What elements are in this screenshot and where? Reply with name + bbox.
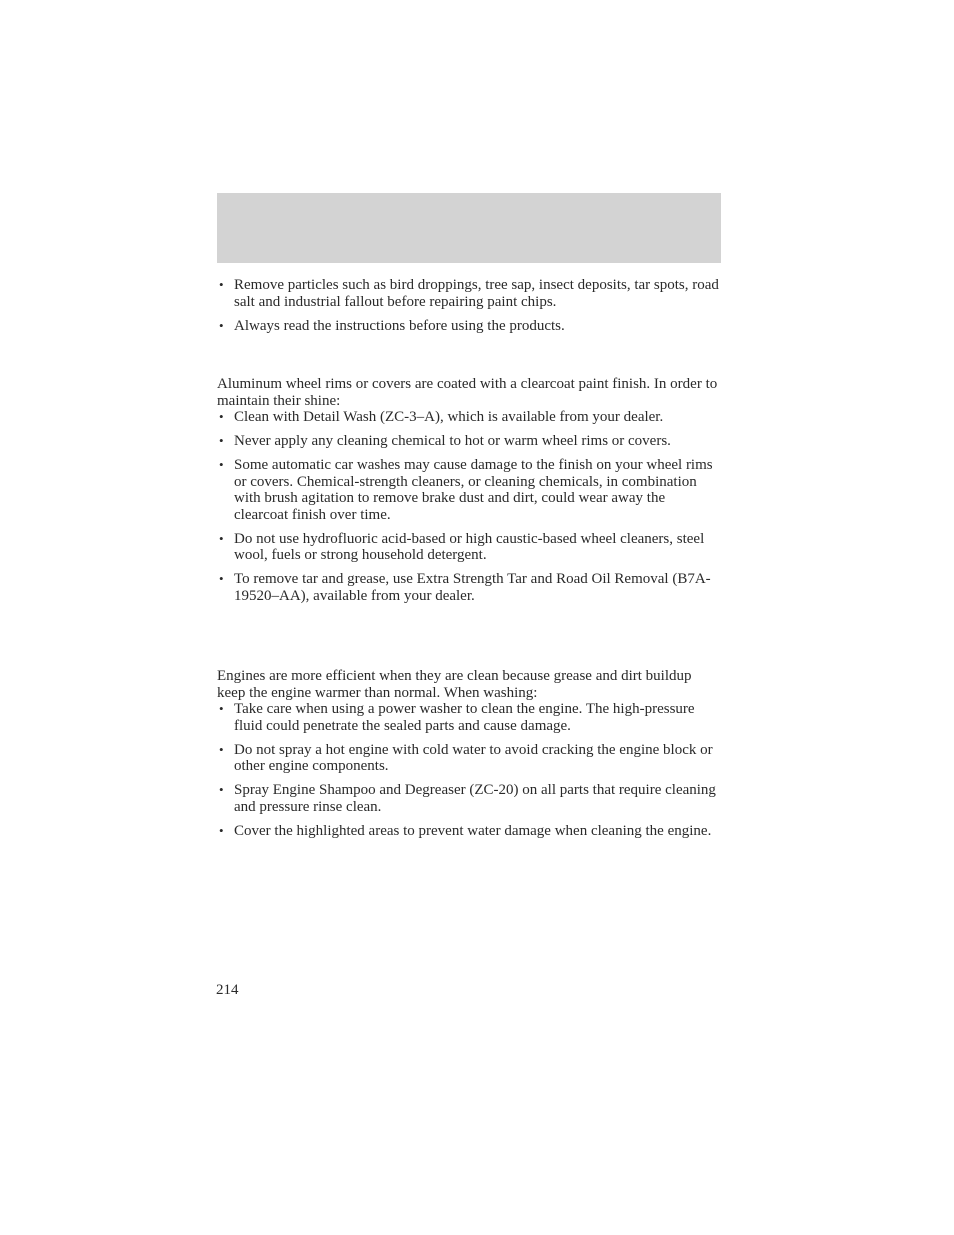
engine-intro: Engines are more efficient when they are clean because grease and dirt buildup keep the engine warmer than normal. When washing: — [217, 668, 692, 701]
list-item: • Do not use hydrofluoric acid-based or high caustic-based wheel cleaners, steel wool, fuels or strong household detergent. — [217, 531, 721, 564]
list-item: • Take care when using a power washer to clean the engine. The high-pressure fluid could penetrate the sealed parts and cause damage. — [217, 701, 721, 734]
list-item: • Some automatic car washes may cause damage to the finish on your wheel rims or covers. Chemical-strength cleaners, or cleaning chemicals, in combination with brush agitation to remove brake dust and dirt, could wear away the clearcoat finish over time. — [217, 457, 721, 523]
header-band — [217, 193, 721, 263]
list-item: • Remove particles such as bird droppings, tree sap, insect deposits, tar spots, road salt and industrial fallout before repairing paint chips. — [217, 277, 721, 310]
list-item: • Cover the highlighted areas to prevent water damage when cleaning the engine. — [217, 823, 721, 840]
wheels-intro: Aluminum wheel rims or covers are coated with a clearcoat paint finish. In order to maintain their shine: — [217, 376, 718, 409]
page-number: 214 — [216, 982, 239, 998]
paint-chips-section — [217, 277, 721, 334]
list-item: • Do not spray a hot engine with cold water to avoid cracking the engine block or other engine components. — [217, 742, 721, 775]
list-item: • Always read the instructions before using the products. — [217, 318, 721, 335]
list-item: • Spray Engine Shampoo and Degreaser (ZC-20) on all parts that require cleaning and pressure rinse clean. — [217, 782, 721, 815]
engine-section — [217, 668, 721, 839]
list-item: • Clean with Detail Wash (ZC-3–A), which is available from your dealer. — [217, 409, 721, 426]
paint-chips-list — [217, 277, 721, 334]
list-item: • To remove tar and grease, use Extra Strength Tar and Road Oil Removal (B7A-19520–AA), available from your dealer. — [217, 571, 721, 604]
engine-list — [217, 701, 721, 839]
list-item: • Never apply any cleaning chemical to hot or warm wheel rims or covers. — [217, 433, 721, 450]
wheels-list — [217, 409, 721, 604]
wheels-section — [217, 376, 721, 604]
